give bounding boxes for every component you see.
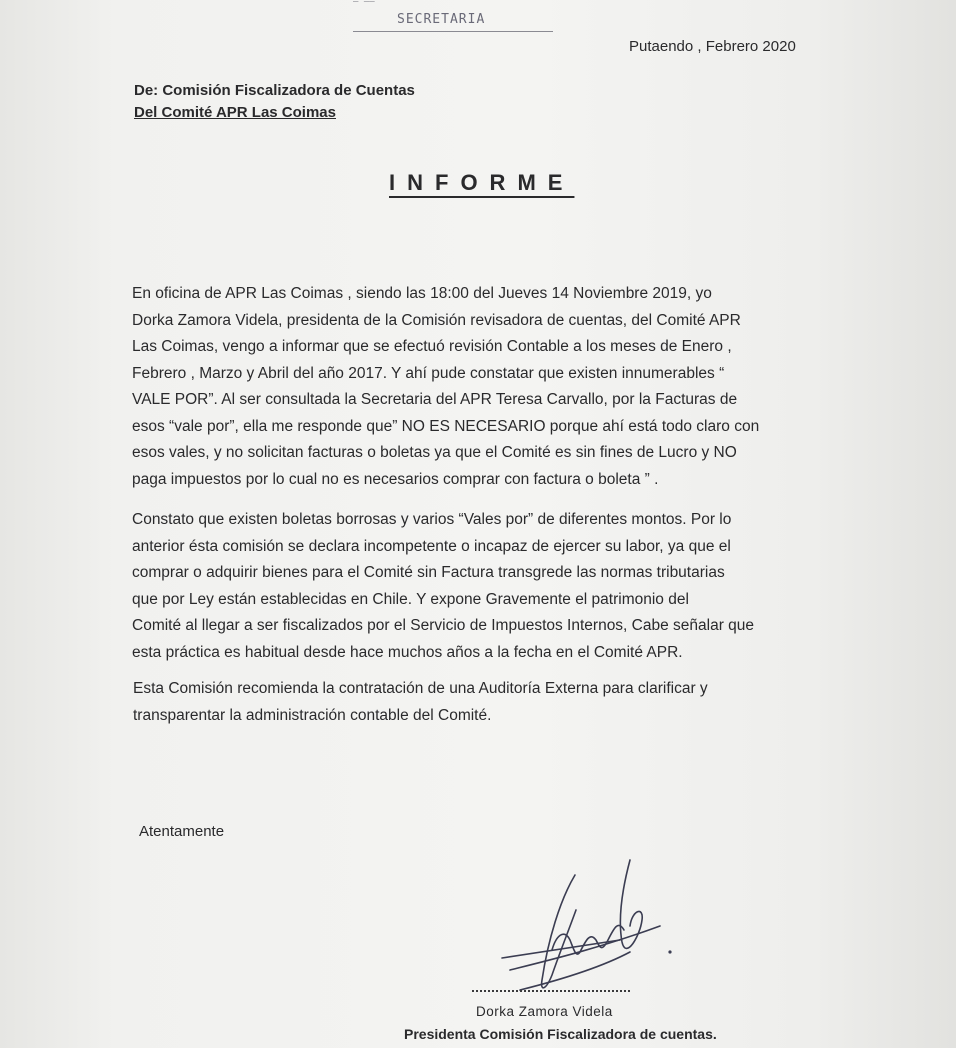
signature-line	[472, 990, 630, 992]
paragraph-line: transparentar la administración contable del Comité.	[133, 706, 492, 724]
paragraph-line: esta práctica es habitual desde hace muchos años a la fecha en el Comité APR.	[132, 643, 683, 661]
paragraph-line: paga impuestos por lo cual no es necesarios comprar con factura o boleta ” .	[132, 470, 659, 488]
paragraph-line: Dorka Zamora Videla, presidenta de la Comisión revisadora de cuentas, del Comité APR	[132, 311, 741, 329]
paragraph-2	[132, 507, 754, 666]
sender-line-1: De: Comisión Fiscalizadora de Cuentas	[134, 82, 415, 99]
paragraph-1	[132, 281, 759, 493]
paragraph-line: Las Coimas, vengo a informar que se efectuó revisión Contable a los meses de Enero ,	[132, 338, 732, 355]
paragraph-line: VALE POR”. Al ser consultada la Secretaria del APR Teresa Carvallo, por la Facturas de	[132, 391, 738, 408]
paragraph-line: Constato que existen boletas borrosas y varios “Vales por” de diferentes montos. Por lo	[132, 511, 732, 528]
paragraph-line: esos “vale por”, ella me responde que” NO ES NECESARIO porque ahí está todo claro con	[132, 417, 760, 435]
paragraph-line: que por Ley están establecidas en Chile. Y expone Gravemente el patrimonio del	[132, 590, 689, 608]
paragraph-line: esos vales, y no solicitan facturas o boletas ya que el Comité es sin fines de Lucro y NO	[132, 444, 737, 461]
signer-role: Presidenta Comisión Fiscalizadora de cuentas.	[404, 1026, 717, 1042]
paragraph-line: Esta Comisión recomienda la contratación de una Auditoría Externa para clarificar y	[133, 680, 708, 697]
paragraph-3	[133, 676, 708, 729]
sender-block	[134, 80, 415, 124]
paragraph-line: anterior ésta comisión se declara incompetente o incapaz de ejercer su labor, ya que el	[132, 537, 731, 555]
stamp-top-mark: — ——	[353, 0, 375, 7]
handwritten-signature	[480, 840, 710, 1010]
stamp-line	[353, 31, 553, 32]
paragraph-line: En oficina de APR Las Coimas , siendo las 18:00 del Jueves 14 Noviembre 2019, yo	[132, 285, 712, 302]
signer-name: Dorka Zamora Videla	[476, 1004, 613, 1019]
paragraph-line: Febrero , Marzo y Abril del año 2017. Y ahí pude constatar que existen innumerables “	[132, 364, 725, 382]
stamp-label: SECRETARIA	[397, 12, 486, 27]
secretaria-stamp	[345, 0, 560, 40]
document-title: INFORME	[389, 170, 575, 195]
paragraph-line: comprar o adquirir bienes para el Comité sin Factura transgrede las normas tributarias	[132, 564, 725, 581]
paragraph-line: Comité al llegar a ser fiscalizados por el Servicio de Impuestos Internos, Cabe señalar que	[132, 617, 755, 634]
sender-line-2: Del Comité APR Las Coimas	[134, 104, 336, 121]
closing-salutation: Atentamente	[139, 823, 225, 840]
place-date: Putaendo , Febrero 2020	[629, 38, 796, 55]
